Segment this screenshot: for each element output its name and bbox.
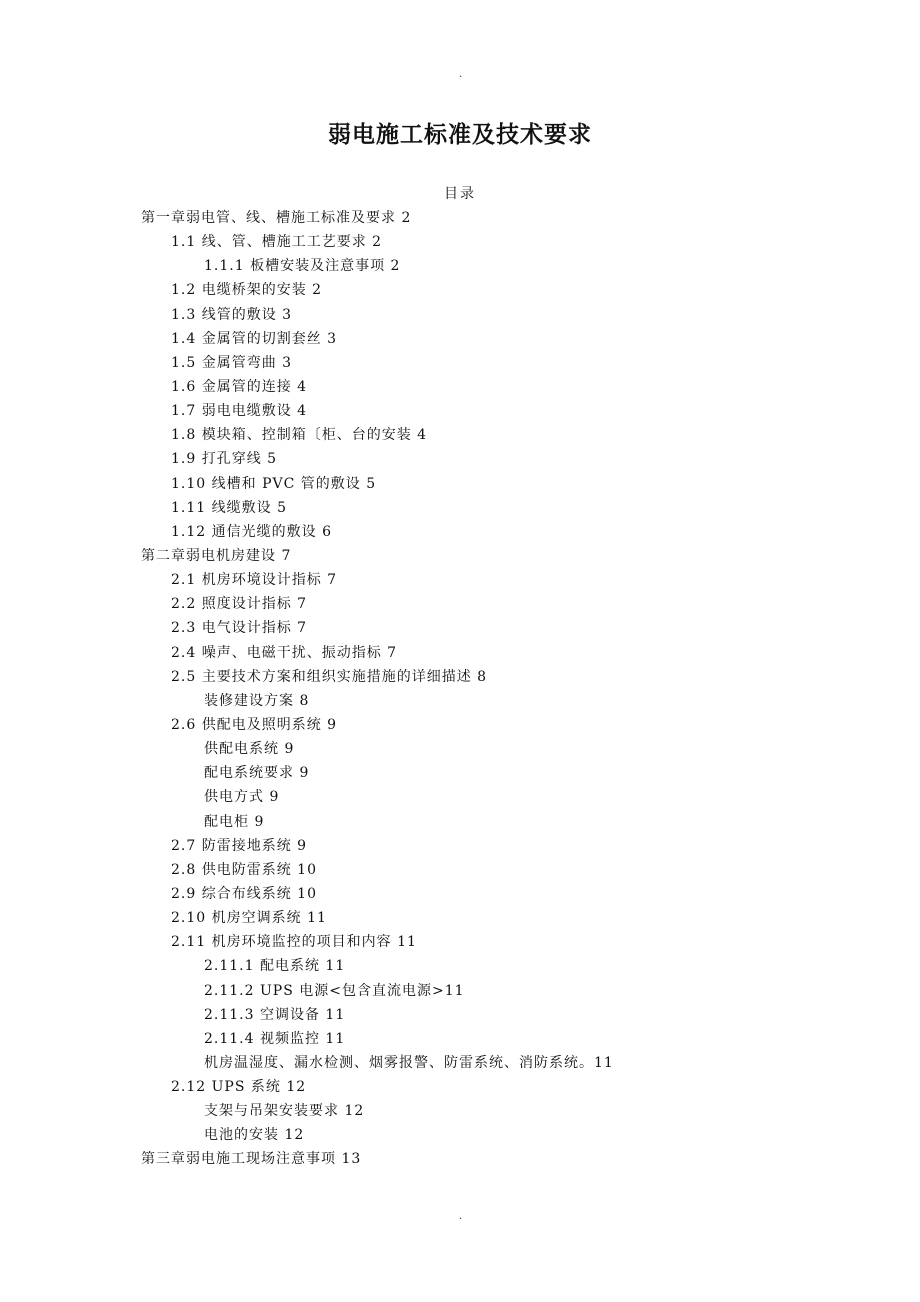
toc-section-entry[interactable]: 2.9 综合布线系统 10 xyxy=(171,885,317,902)
toc-subsection-entry[interactable]: 支架与吊架安装要求 12 xyxy=(204,1103,365,1120)
toc-section-entry[interactable]: 2.12 UPS 系统 12 xyxy=(171,1079,307,1096)
table-of-contents xyxy=(0,206,920,1172)
toc-section-entry[interactable]: 1.6 金属管的连接 4 xyxy=(171,378,308,395)
toc-section-entry[interactable]: 2.5 主要技术方案和组织实施措施的详细描述 8 xyxy=(171,668,488,685)
toc-section-entry[interactable]: 1.2 电缆桥架的安装 2 xyxy=(171,282,323,299)
toc-subsection-entry[interactable]: 机房温湿度、漏水检测、烟雾报警、防雷系统、消防系统。11 xyxy=(204,1054,614,1071)
toc-subsection-entry[interactable]: 2.11.3 空调设备 11 xyxy=(204,1006,346,1023)
toc-subsection-entry[interactable]: 2.11.4 视频监控 11 xyxy=(204,1030,346,1047)
toc-section-entry[interactable]: 1.4 金属管的切割套丝 3 xyxy=(171,330,338,347)
toc-section-entry[interactable]: 2.10 机房空调系统 11 xyxy=(171,910,327,927)
toc-section-entry[interactable]: 1.12 通信光缆的敷设 6 xyxy=(171,523,332,540)
toc-section-entry[interactable]: 2.8 供电防雷系统 10 xyxy=(171,861,317,878)
toc-section-entry[interactable]: 1.3 线管的敷设 3 xyxy=(171,306,293,323)
toc-section-entry[interactable]: 1.7 弱电电缆敷设 4 xyxy=(171,403,308,420)
toc-subsection-entry[interactable]: 配电柜 9 xyxy=(204,813,265,830)
toc-chapter-entry[interactable]: 第三章弱电施工现场注意事项 13 xyxy=(141,1151,362,1168)
toc-section-entry[interactable]: 1.10 线槽和 PVC 管的敷设 5 xyxy=(171,475,377,492)
footer-mark: . xyxy=(459,1211,463,1222)
toc-section-entry[interactable]: 1.8 模块箱、控制箱〔柜、台的安装 4 xyxy=(171,427,428,444)
toc-subsection-entry[interactable]: 供电方式 9 xyxy=(204,789,280,806)
toc-subsection-entry[interactable]: 2.11.2 UPS 电源<包含直流电源>11 xyxy=(204,982,465,999)
toc-subsection-entry[interactable]: 装修建设方案 8 xyxy=(204,692,310,709)
toc-subsection-entry[interactable]: 1.1.1 板槽安装及注意事项 2 xyxy=(204,258,401,275)
toc-chapter-entry[interactable]: 第二章弱电机房建设 7 xyxy=(141,547,292,564)
toc-section-entry[interactable]: 1.5 金属管弯曲 3 xyxy=(171,354,293,371)
toc-section-entry[interactable]: 2.4 噪声、电磁干扰、振动指标 7 xyxy=(171,644,398,661)
toc-chapter-entry[interactable]: 第一章弱电管、线、槽施工标准及要求 2 xyxy=(141,210,412,226)
toc-section-entry[interactable]: 1.11 线缆敷设 5 xyxy=(171,499,287,516)
toc-section-entry[interactable]: 1.9 打孔穿线 5 xyxy=(171,451,278,468)
toc-subsection-entry[interactable]: 供配电系统 9 xyxy=(204,741,295,758)
toc-section-entry[interactable]: 2.6 供配电及照明系统 9 xyxy=(171,716,338,733)
toc-subsection-entry[interactable]: 2.11.1 配电系统 11 xyxy=(204,958,346,975)
toc-subsection-entry[interactable]: 电池的安装 12 xyxy=(204,1127,305,1144)
header-mark: . xyxy=(459,69,463,80)
toc-section-entry[interactable]: 1.1 线、管、槽施工工艺要求 2 xyxy=(171,234,383,251)
toc-section-entry[interactable]: 2.1 机房环境设计指标 7 xyxy=(171,572,338,589)
toc-section-entry[interactable]: 2.11 机房环境监控的项目和内容 11 xyxy=(171,934,417,951)
toc-heading: 目录 xyxy=(444,186,476,202)
toc-section-entry[interactable]: 2.2 照度设计指标 7 xyxy=(171,596,308,613)
document-title: 弱电施工标准及技术要求 xyxy=(328,122,592,148)
toc-subsection-entry[interactable]: 配电系统要求 9 xyxy=(204,765,310,782)
toc-section-entry[interactable]: 2.7 防雷接地系统 9 xyxy=(171,837,308,854)
toc-section-entry[interactable]: 2.3 电气设计指标 7 xyxy=(171,620,308,637)
